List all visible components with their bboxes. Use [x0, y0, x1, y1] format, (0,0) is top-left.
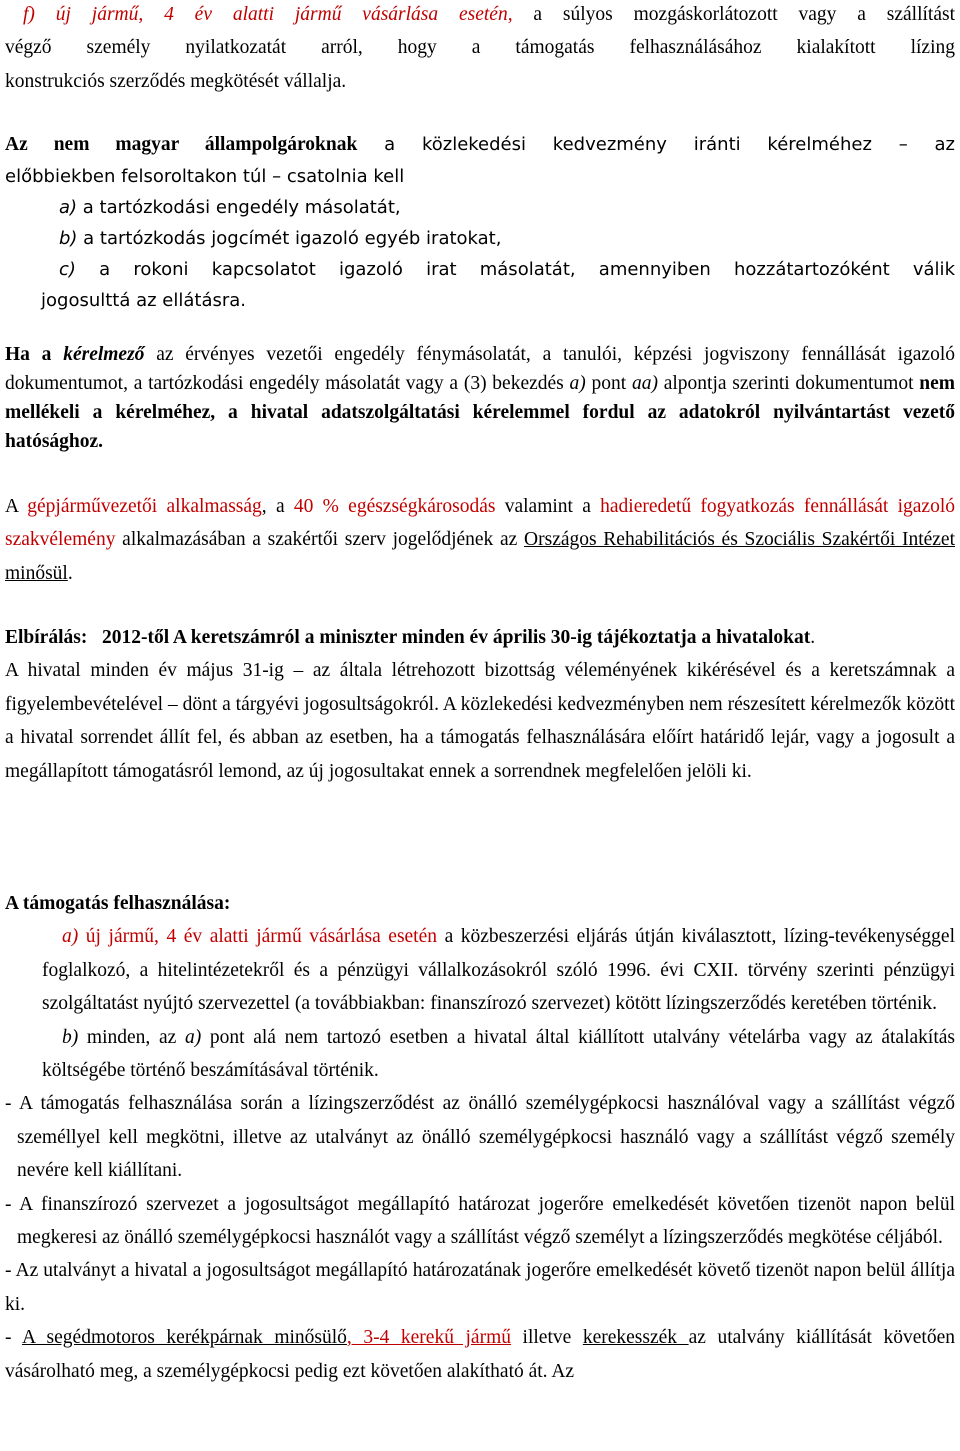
usage-dash-4-text-2: az utalvány kiállítását követően vásárolható meg, a személygépkocsi pedig ezt követően alakítható át. Az: [5, 1327, 955, 1382]
usage-item-b: [5, 1021, 955, 1088]
expert-text-4: alkalmazásában a szakértői szerv jogelődjének az: [115, 529, 525, 551]
usage-item-a: [5, 920, 955, 1020]
request-text-1: az érvényes vezetői engedély fénymásolatát, a tanulói, képzési jogviszony fennállását igazoló dokumentumot, a tartózkodási engedély másolatát vagy a (3) bekezdés: [5, 344, 955, 394]
decision-text-1: .: [810, 627, 816, 648]
section-f-line-1: [5, 0, 955, 31]
foreign-item-a-label: a): [59, 197, 78, 219]
request-text-3: alpontja szerinti dokumentumot: [657, 373, 920, 394]
expert-red-2: 40 % egészségkárosodás: [293, 496, 496, 517]
foreign-line-1: [5, 128, 955, 161]
foreign-item-c-text: a rokoni kapcsolatot igazoló irat másolatát, amennyiben hozzátartozóként válik: [75, 259, 955, 281]
request-paragraph: [5, 340, 955, 456]
usage-item-b-text-2: pont alá nem tartozó esetben a hivatal által kiállított utalvány vételárba vagy az átalakítás költségébe történő beszámításával történik.: [42, 1026, 955, 1082]
foreign-text-1: a közlekedési kedvezmény iránti kérelméhez – az: [357, 134, 955, 155]
usage-dash-4: [5, 1321, 955, 1388]
section-decision: [5, 621, 955, 788]
request-bold-1: Ha a: [5, 344, 64, 365]
section-foreign: [5, 128, 955, 316]
expert-text-5: .: [67, 562, 73, 584]
request-bold-3: nem mellékeli a kérelméhez, a hivatal adatszolgáltatási kérelemmel fordul az adatokról nyilvántartást vezető hatósághoz.: [5, 373, 955, 452]
request-italic-2: aa): [631, 373, 658, 394]
decision-label: Elbírálás:: [5, 627, 88, 648]
section-request: [5, 340, 955, 456]
usage-dash-4-dash: -: [5, 1327, 22, 1349]
request-italic-1: a): [569, 373, 586, 394]
usage-item-a-text: a közbeszerzési eljárás útján kiválasztott, lízing-tevékenységgel foglalkozó, a hitelintézetekről és a pénzügyi vállalkozásokról szóló 1996. évi CXII. törvény szerinti pénzügyi szolgáltatást nyújtó szervezettel (a továbbiakban: finanszírozó szervezet) kötött lízingszerződés keretében történik.: [42, 926, 956, 1015]
foreign-item-a: [5, 192, 955, 223]
decision-paragraph-1: [5, 621, 955, 654]
section-f-text-1: a súlyos mozgáskorlátozott vagy a szállítást: [512, 4, 955, 25]
foreign-item-b: [5, 223, 955, 254]
section-f-line-2: végző személy nyilatkozatát arról, hogy a támogatás felhasználásához kialakított lízing: [5, 37, 955, 59]
foreign-item-c-cont: jogosulttá az ellátásra.: [41, 290, 247, 312]
expert-text-2: , a: [261, 496, 294, 517]
usage-item-b-label: b): [62, 1026, 79, 1048]
foreign-line-2: előbbiekben felsoroltakon túl – csatolnia kell: [5, 166, 405, 188]
usage-dash-4-underlined-1: A segédmotoros kerékpárnak minősülő: [21, 1327, 347, 1349]
usage-dash-2: - A finanszírozó szervezet a jogosultságot megállapító határozat jogerőre emelkedését követően tizenöt napon belül megkeresi az önálló személygépkocsi használót vagy a szállítást végző személyt a lízingszerződés megkötése céljából.: [5, 1193, 955, 1249]
decision-paragraph-2: A hivatal minden év május 31-ig – az általa létrehozott bizottság véleményének kikérésével és a keretszámnak a figyelembevételével – dönt a tárgyévi jogosultságokról. A közlekedési kedvezményben nem részesített kérelmezők között a hivatal sorrendet állít fel, és abban az esetben, ha a támogatás felhasználására előírt határidő lejár, vagy a jogosult a megállapított támogatásról lemond, az új jogosultakat ennek a sorrendnek megfelelően jelöli ki.: [5, 660, 955, 782]
foreign-item-a-text: a tartózkodási engedély másolatát,: [77, 197, 401, 219]
foreign-item-b-label: b): [59, 228, 78, 250]
expert-text-3: valamint a: [495, 496, 601, 517]
usage-item-b-text-1: minden, az: [78, 1026, 185, 1048]
section-expert: [5, 490, 955, 590]
usage-dash-4-underlined-2: kerekesszék: [582, 1327, 689, 1349]
request-text-2: pont: [585, 373, 632, 394]
expert-institute-name: Országos Rehabilitációs és Szociális Szakértői Intézet minősül: [5, 529, 955, 584]
expert-text-1: A: [5, 496, 28, 517]
usage-dash-4-underlined-red: , 3-4 kerekű jármű: [346, 1327, 511, 1349]
expert-red-1: gépjárművezetői alkalmasság: [27, 496, 262, 517]
foreign-item-b-text: a tartózkodás jogcímét igazoló egyéb iratokat,: [77, 228, 502, 250]
section-usage: [5, 887, 955, 1388]
foreign-item-c: [5, 254, 955, 285]
usage-item-b-italic: a): [184, 1026, 202, 1048]
foreign-item-c-label: c): [59, 259, 76, 281]
usage-item-a-label: a): [62, 926, 79, 948]
section-f-lead: f) új jármű, 4 év alatti jármű vásárlása esetén,: [23, 4, 513, 25]
usage-dash-1: - A támogatás felhasználása során a lízingszerződést az önálló személygépkocsi használóval vagy a szállítást végző személlyel kell megkötni, illetve az utalványt az önálló személygépkocsi használó vagy a szállítást végző személy nevére kell kiállítani.: [5, 1093, 955, 1182]
usage-dash-3: - Az utalványt a hivatal a jogosultságot megállapító határozatának jogerőre emelkedését követő tizenöt napon belül állítja ki.: [5, 1260, 955, 1315]
section-f-line-3: konstrukciós szerződés megkötését vállalja.: [5, 70, 347, 92]
usage-title: A támogatás felhasználása:: [5, 893, 231, 914]
expert-paragraph: [5, 490, 955, 590]
foreign-bold: Az nem magyar állampolgároknak: [5, 134, 358, 155]
request-bold-2: kérelmező: [63, 344, 145, 365]
expert-red-3: hadieredetű fogyatkozás fennállását igazoló szakvélemény: [5, 496, 955, 551]
section-f: [5, 0, 955, 98]
decision-bold-text: 2012-től A keretszámról a miniszter minden év április 30-ig tájékoztatja a hivatalokat: [101, 627, 811, 648]
usage-item-a-red: új jármű, 4 év alatti jármű vásárlása esetén: [78, 926, 438, 948]
usage-dash-4-text-1: illetve: [511, 1327, 583, 1349]
